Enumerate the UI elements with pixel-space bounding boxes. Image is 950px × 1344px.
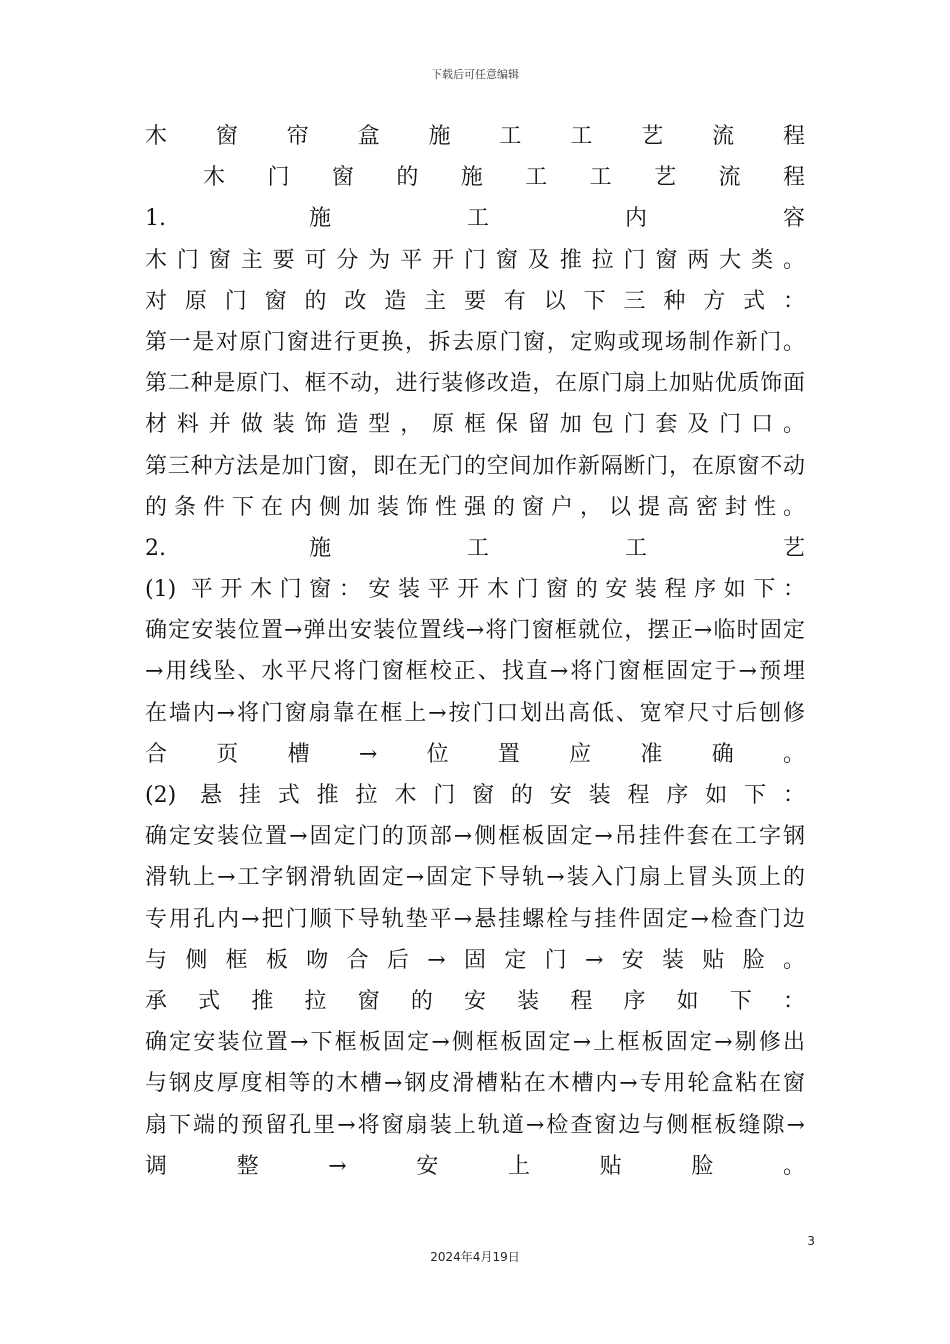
document-body — [145, 116, 805, 1187]
page-header: 下载后可任意编辑 — [431, 68, 519, 81]
text-line: 第二种是原门、框不动，进行装修改造，在原门扇上加贴优质饰面 — [145, 371, 805, 397]
text-line: 第三种方法是加门窗，即在无门的空间加作新隔断门，在原窗不动 — [145, 453, 805, 479]
text-line: 确定安装位置→固定门的顶部→侧框板固定→吊挂件套在工字钢 — [145, 824, 805, 850]
text-line: 调整→安上贴脸。 — [145, 1153, 805, 1179]
text-line: 滑轨上→工字钢滑轨固定→固定下导轨→装入门扇上冒头顶上的 — [145, 865, 805, 891]
text-line: 确定安装位置→下框板固定→侧框板固定→上框板固定→剔修出 — [145, 1030, 805, 1056]
text-line: 材料并做装饰造型，原框保留加包门套及门口。 — [145, 412, 805, 438]
section-heading-2: 2. 施工工艺 — [145, 535, 805, 561]
page-number: 3 — [807, 1234, 815, 1248]
text-line: 的条件下在内侧加装饰性强的窗户，以提高密封性。 — [145, 494, 805, 520]
text-line: (1) 平开木门窗：安装平开木门窗的安装程序如下： — [145, 577, 805, 603]
text-line: 对原门窗的改造主要有以下三种方式： — [145, 288, 805, 314]
text-line: 专用孔内→把门顺下导轨垫平→悬挂螺栓与挂件固定→检查门边 — [145, 906, 805, 932]
text-line: →用线坠、水平尺将门窗框校正、找直→将门窗框固定于→预埋 — [145, 659, 805, 685]
text-line: (2) 悬挂式推拉木门窗的安装程序如下： — [145, 783, 805, 808]
section-heading-1: 1. 施工内容 — [145, 206, 805, 232]
text-line: 扇下端的预留孔里→将窗扇装上轨道→检查窗边与侧框板缝隙→ — [145, 1112, 805, 1138]
text-line: 在墙内→将门窗扇靠在框上→按门口划出高低、宽窄尺寸后刨修 — [145, 700, 805, 726]
text-line: 与侧框板吻合后→固定门→安装贴脸。 — [145, 947, 805, 973]
text-line: 合页槽→位置应准确。 — [145, 741, 805, 767]
text-line: 与钢皮厚度相等的木槽→钢皮滑槽粘在木槽内→专用轮盒粘在窗 — [145, 1071, 805, 1097]
text-line: 承式推拉窗的安装程序如下： — [145, 988, 805, 1014]
text-line: 第一是对原门窗进行更换，拆去原门窗，定购或现场制作新门。 — [145, 329, 805, 355]
page-footer-date: 2024年4月19日 — [430, 1250, 520, 1264]
text-line: 确定安装位置→弹出安装位置线→将门窗框就位，摆正→临时固定 — [145, 618, 805, 644]
text-line: 木门窗主要可分为平开门窗及推拉门窗两大类。 — [145, 247, 805, 273]
doc-subtitle-line: 木门窗的施工工艺流程 — [203, 165, 805, 191]
doc-title-line: 木窗帘盒施工工艺流程 — [145, 124, 805, 149]
